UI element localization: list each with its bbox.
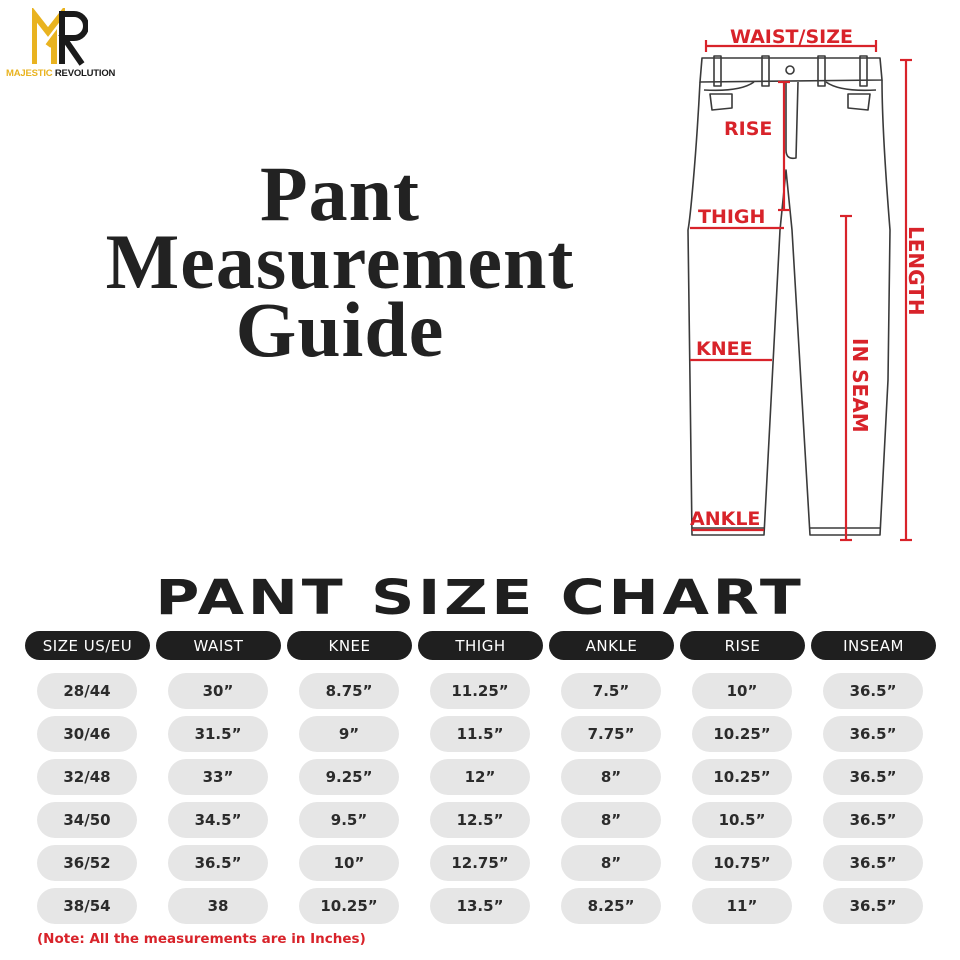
table-cell: 10.25”: [299, 888, 399, 924]
table-cell: 8”: [561, 759, 661, 795]
brand-name-part1: MAJESTIC: [6, 68, 53, 79]
table-cell: 31.5”: [168, 716, 268, 752]
table-cell: 34/50: [37, 802, 137, 838]
table-cell: 8”: [561, 802, 661, 838]
title-line-1: Pant: [260, 150, 420, 237]
label-thigh: THIGH: [698, 206, 766, 228]
table-cell: 9.25”: [299, 759, 399, 795]
table-cell: 32/48: [37, 759, 137, 795]
table-cell: 33”: [168, 759, 268, 795]
table-cell: 11.25”: [430, 673, 530, 709]
label-ankle: ANKLE: [690, 508, 761, 530]
page-title: [60, 150, 620, 373]
logo-monogram-icon: [32, 8, 88, 66]
table-cell: 36.5”: [823, 802, 923, 838]
table-cell: 7.5”: [561, 673, 661, 709]
pants-diagram: [680, 20, 950, 550]
table-cell: 9”: [299, 716, 399, 752]
label-rise: RISE: [724, 118, 773, 140]
table-cell: 10.25”: [692, 716, 792, 752]
table-cell: 30”: [168, 673, 268, 709]
table-cell: 12”: [430, 759, 530, 795]
label-inseam: IN SEAM: [848, 338, 872, 433]
table-cell: 13.5”: [430, 888, 530, 924]
column-header: THIGH: [418, 631, 543, 660]
table-cell: 36.5”: [823, 759, 923, 795]
table-cell: 36.5”: [823, 673, 923, 709]
table-cell: 10.5”: [692, 802, 792, 838]
label-knee: KNEE: [696, 338, 753, 360]
column-header: INSEAM: [811, 631, 936, 660]
table-cell: 12.75”: [430, 845, 530, 881]
table-cell: 38/54: [37, 888, 137, 924]
brand-logo: [6, 8, 116, 80]
column-header: WAIST: [156, 631, 281, 660]
table-cell: 10.25”: [692, 759, 792, 795]
table-cell: 36/52: [37, 845, 137, 881]
column-header: KNEE: [287, 631, 412, 660]
column-header: SIZE US/EU: [25, 631, 150, 660]
table-cell: 30/46: [37, 716, 137, 752]
measurement-note: (Note: All the measurements are in Inches): [37, 931, 366, 947]
table-cell: 12.5”: [430, 802, 530, 838]
table-cell: 10”: [299, 845, 399, 881]
table-cell: 34.5”: [168, 802, 268, 838]
column-header: RISE: [680, 631, 805, 660]
table-cell: 10”: [692, 673, 792, 709]
table-cell: 10.75”: [692, 845, 792, 881]
title-line-2: Measurement: [105, 218, 575, 305]
table-cell: 38: [168, 888, 268, 924]
table-cell: 36.5”: [823, 888, 923, 924]
size-chart-title: PANT SIZE CHART: [155, 570, 805, 626]
table-cell: 8.25”: [561, 888, 661, 924]
table-cell: 36.5”: [823, 845, 923, 881]
table-cell: 8.75”: [299, 673, 399, 709]
table-cell: 36.5”: [823, 716, 923, 752]
table-cell: 11”: [692, 888, 792, 924]
table-cell: 9.5”: [299, 802, 399, 838]
label-length: LENGTH: [904, 226, 928, 316]
table-cell: 11.5”: [430, 716, 530, 752]
title-line-3: Guide: [235, 286, 445, 373]
table-cell: 8”: [561, 845, 661, 881]
column-header: ANKLE: [549, 631, 674, 660]
label-waist: WAIST/SIZE: [730, 26, 853, 48]
table-cell: 7.75”: [561, 716, 661, 752]
brand-name: [6, 68, 116, 79]
brand-name-part2: REVOLUTION: [54, 68, 116, 79]
table-cell: 36.5”: [168, 845, 268, 881]
table-cell: 28/44: [37, 673, 137, 709]
